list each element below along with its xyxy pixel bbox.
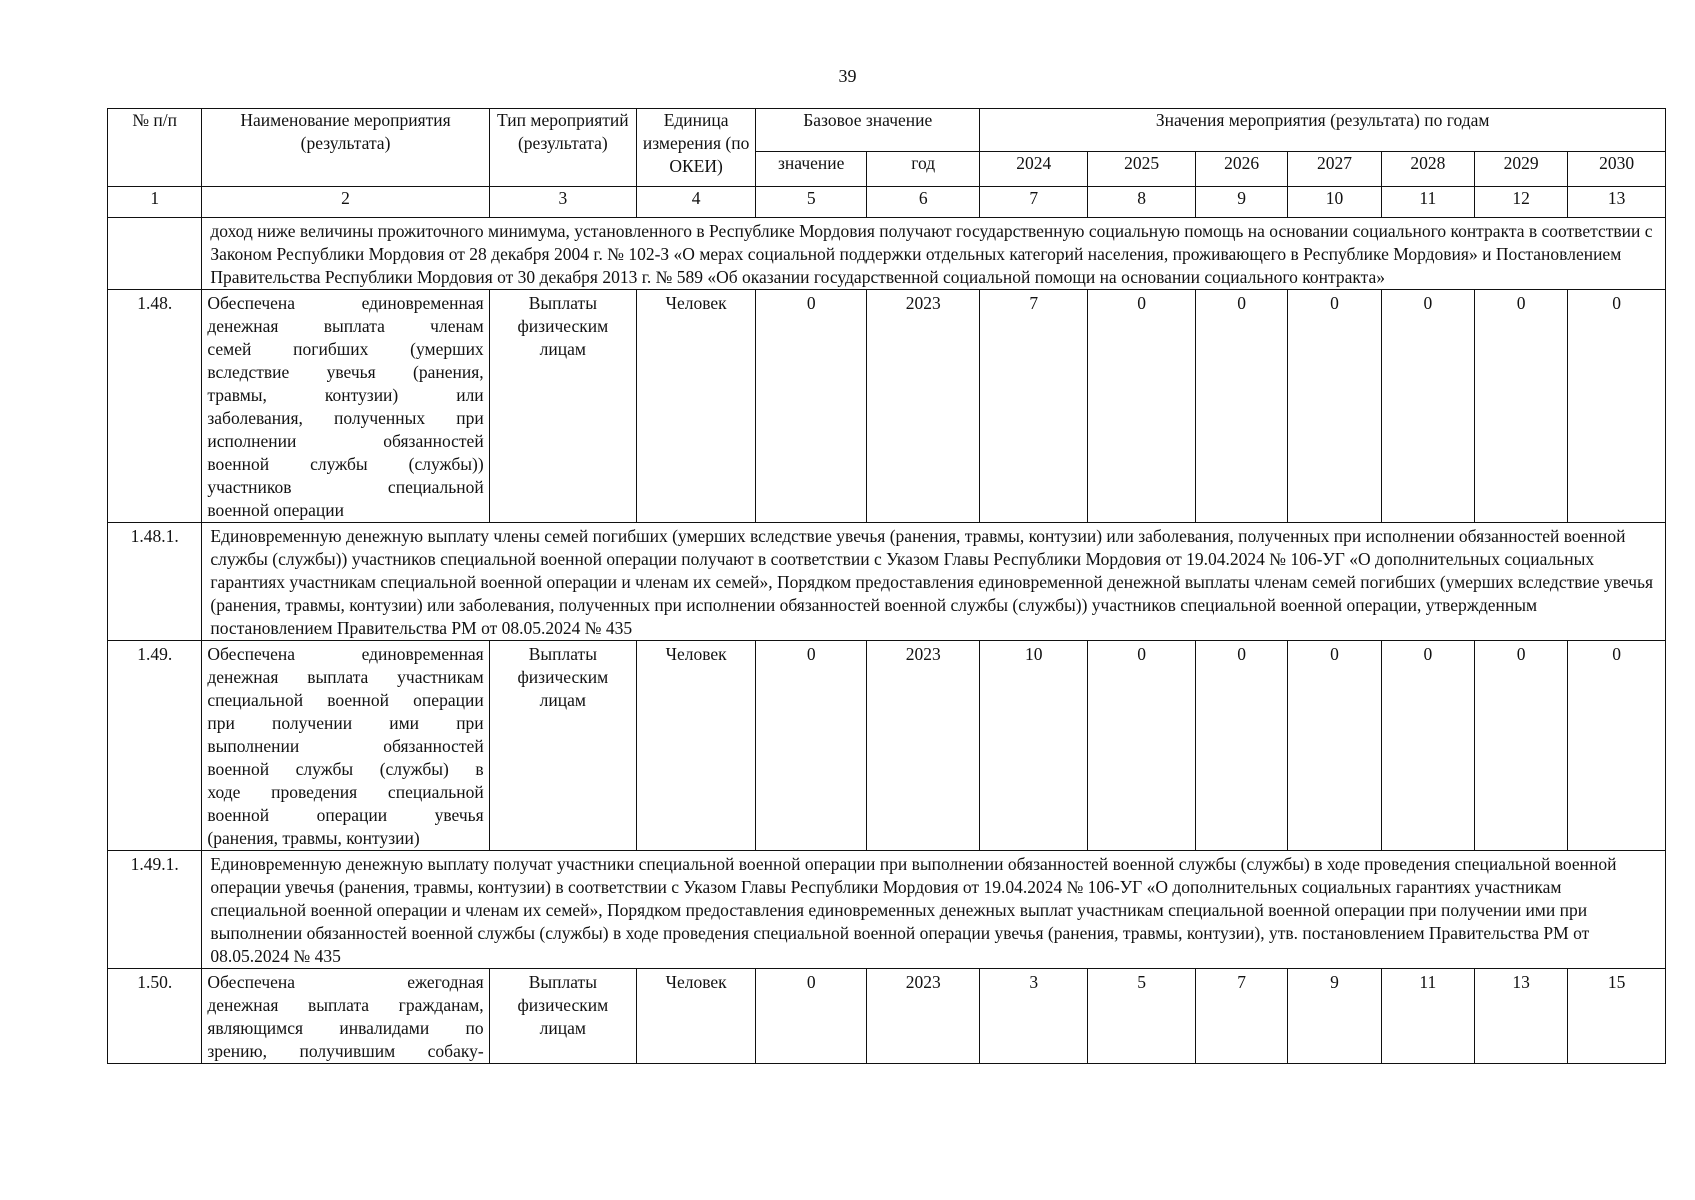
note-row-1-49-1 [108, 851, 1666, 969]
column-number: 9 [1196, 187, 1288, 218]
row-value-2027: 9 [1288, 969, 1381, 1064]
row-value-2025: 0 [1088, 290, 1196, 523]
row-unit: Человек [636, 969, 755, 1064]
note-num: 1.48.1. [108, 523, 202, 641]
row-type: Выплаты физическим лицам [489, 641, 636, 851]
header-year-2030: 2030 [1568, 152, 1666, 187]
name-line: военной операции увечья [207, 805, 484, 825]
row-value-2029: 0 [1475, 290, 1568, 523]
note-row-1-48-1 [108, 523, 1666, 641]
note-row-continuation [108, 218, 1666, 290]
name-line: Обеспечена единовременная [207, 644, 484, 664]
column-number: 6 [867, 187, 980, 218]
name-line: исполнении обязанностей [207, 431, 484, 451]
row-value-2028: 11 [1381, 969, 1474, 1064]
row-name [202, 290, 489, 523]
header-year-2029: 2029 [1475, 152, 1568, 187]
row-value-2028: 0 [1381, 641, 1474, 851]
row-base-value: 0 [756, 641, 867, 851]
name-line: зрению, получившим собаку- [207, 1041, 484, 1061]
header-base: Базовое значение [756, 109, 980, 152]
column-numbers-row [108, 187, 1666, 218]
name-line: (ранения, травмы, контузии) [207, 828, 420, 848]
name-line: семей погибших (умерших [207, 339, 484, 359]
note-num: 1.49.1. [108, 851, 202, 969]
row-base-value: 0 [756, 290, 867, 523]
column-number: 12 [1475, 187, 1568, 218]
row-num: 1.49. [108, 641, 202, 851]
table-row-1-48 [108, 290, 1666, 523]
note-text: Единовременную денежную выплату получат участники специальной военной операции при выполнении обязанностей военной службы (службы) в ходе проведения специальной военной операции увечья (ранения, травмы, контузии) в соответствии с Указом Главы Республики Мордовия от 19.04.2024 № 106-УГ «О дополнительных социальных гарантиях участникам специальной военной операции и членам их семей», Порядком предоставления единовременных денежных выплат участникам специальной военной операции при получении ими при выполнении обязанностей военной службы (службы) в ходе проведения специальной военной операции увечья (ранения, травмы, контузии), утв. постановлением Правительства РМ от 08.05.2024 № 435 [202, 851, 1666, 969]
row-base-year: 2023 [867, 969, 980, 1064]
column-number: 4 [636, 187, 755, 218]
name-line: травмы, контузии) или [207, 385, 484, 405]
header-name: Наименование мероприятия (результата) [202, 109, 489, 187]
name-line: участников специальной [207, 477, 484, 497]
row-unit: Человек [636, 290, 755, 523]
table-row-1-49 [108, 641, 1666, 851]
row-type: Выплаты физическим лицам [489, 969, 636, 1064]
row-value-2024: 10 [980, 641, 1088, 851]
row-value-2024: 3 [980, 969, 1088, 1064]
row-value-2026: 0 [1196, 641, 1288, 851]
row-value-2028: 0 [1381, 290, 1474, 523]
column-number: 11 [1381, 187, 1474, 218]
header-year-2028: 2028 [1381, 152, 1474, 187]
column-number: 1 [108, 187, 202, 218]
name-line: военной операции [207, 500, 344, 520]
row-value-2026: 7 [1196, 969, 1288, 1064]
column-number: 7 [980, 187, 1088, 218]
row-name [202, 969, 489, 1064]
row-value-2026: 0 [1196, 290, 1288, 523]
row-num: 1.50. [108, 969, 202, 1064]
name-line: ходе проведения специальной [207, 782, 484, 802]
row-value-2029: 0 [1475, 641, 1568, 851]
row-value-2025: 5 [1088, 969, 1196, 1064]
name-line: денежная выплата участникам [207, 667, 484, 687]
name-line: военной службы (службы)) [207, 454, 484, 474]
header-sub-year: год [867, 152, 980, 187]
row-unit: Человек [636, 641, 755, 851]
name-line: вследствие увечья (ранения, [207, 362, 484, 382]
header-year-2025: 2025 [1088, 152, 1196, 187]
row-value-2030: 15 [1568, 969, 1666, 1064]
row-base-value: 0 [756, 969, 867, 1064]
header-year-2027: 2027 [1288, 152, 1381, 187]
row-num: 1.48. [108, 290, 202, 523]
row-value-2027: 0 [1288, 290, 1381, 523]
row-value-2024: 7 [980, 290, 1088, 523]
row-value-2027: 0 [1288, 641, 1381, 851]
name-line: заболевания, полученных при [207, 408, 484, 428]
page-number: 39 [838, 66, 857, 86]
row-value-2030: 0 [1568, 290, 1666, 523]
name-line: при получении ими при [207, 713, 484, 733]
header-years: Значения мероприятия (результата) по годам [980, 109, 1666, 152]
note-text: доход ниже величины прожиточного минимума, установленного в Республике Мордовия получают государственную социальную помощь на основании социального контракта в соответствии с Законом Республики Мордовия от 28 декабря 2004 г. № 102-З «О мерах социальной поддержки отдельных категорий населения, проживающего в Республике Мордовия» и Постановлением Правительства Республики Мордовия от 30 декабря 2013 г. № 589 «Об оказании государственной социальной помощи на основании социального контракта» [202, 218, 1666, 290]
column-number: 10 [1288, 187, 1381, 218]
note-num-empty [108, 218, 202, 290]
name-line: военной службы (службы) в [207, 759, 484, 779]
header-num: № п/п [108, 109, 202, 187]
header-row-1 [108, 109, 1666, 152]
note-text: Единовременную денежную выплату члены семей погибших (умерших вследствие увечья (ранения, травмы, контузии) или заболевания, полученных при исполнении обязанностей военной службы (службы)) участников специальной военной операции получают в соответствии с Указом Главы Республики Мордовия от 19.04.2024 № 106-УГ «О дополнительных социальных гарантиях участникам специальной военной операции и членам их семей», Порядком предоставления единовременной денежной выплаты членам семей погибших (умерших вследствие увечья (ранения, травмы, контузии) или заболевания, полученных при исполнении обязанностей военной службы (службы)) участников специальной военной операции, утвержденным постановлением Правительства РМ от 08.05.2024 № 435 [202, 523, 1666, 641]
row-base-year: 2023 [867, 641, 980, 851]
name-line: являющимся инвалидами по [207, 1018, 484, 1038]
row-value-2025: 0 [1088, 641, 1196, 851]
header-year-2024: 2024 [980, 152, 1088, 187]
name-line: денежная выплата гражданам, [207, 995, 484, 1015]
indicators-table [107, 108, 1666, 1064]
name-line: выполнении обязанностей [207, 736, 484, 756]
name-line: специальной военной операции [207, 690, 484, 710]
row-value-2029: 13 [1475, 969, 1568, 1064]
row-base-year: 2023 [867, 290, 980, 523]
header-sub-value: значение [756, 152, 867, 187]
header-year-2026: 2026 [1196, 152, 1288, 187]
table-row-1-50 [108, 969, 1666, 1064]
name-line: Обеспечена единовременная [207, 293, 484, 313]
row-type: Выплаты физическим лицам [489, 290, 636, 523]
column-number: 5 [756, 187, 867, 218]
column-number: 8 [1088, 187, 1196, 218]
column-number: 3 [489, 187, 636, 218]
name-line: денежная выплата членам [207, 316, 484, 336]
header-unit: Единица измерения (по ОКЕИ) [636, 109, 755, 187]
column-number: 13 [1568, 187, 1666, 218]
header-type: Тип мероприятий (результата) [489, 109, 636, 187]
column-number: 2 [202, 187, 489, 218]
row-value-2030: 0 [1568, 641, 1666, 851]
name-line: Обеспечена ежегодная [207, 972, 484, 992]
row-name [202, 641, 489, 851]
